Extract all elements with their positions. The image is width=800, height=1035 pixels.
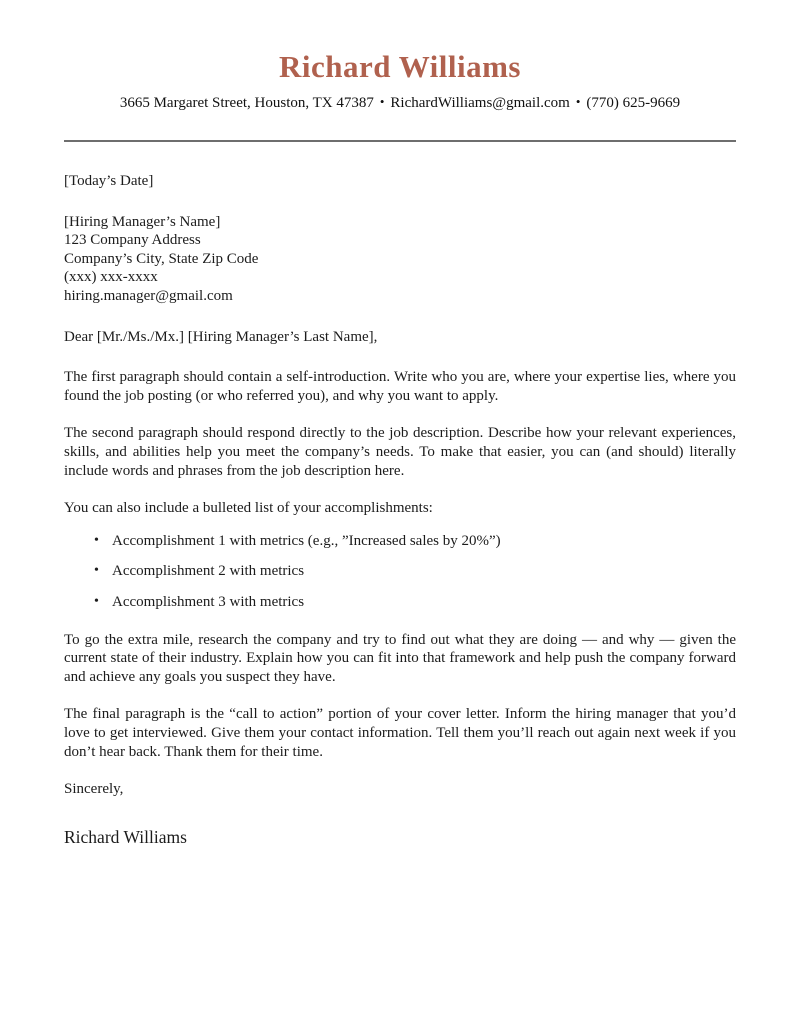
recipient-email: hiring.manager@gmail.com — [64, 288, 233, 305]
header-divider — [64, 140, 736, 142]
letter-header — [64, 50, 736, 142]
letter-body — [64, 172, 736, 846]
list-item — [64, 562, 736, 581]
recipient-block — [64, 213, 736, 306]
list-item — [64, 593, 736, 612]
accomplishment-2: Accomplishment 2 with metrics — [112, 563, 305, 580]
bullet-icon: • — [94, 532, 99, 548]
paragraph-research: To go the extra mile, research the company and try to find out what they are doing — and why — given the current state of their industry. Explain how you can fit into that framework and help push the company forward and achieve any goals you suspect they have. — [64, 631, 736, 685]
page-title: Richard Williams — [279, 49, 521, 84]
paragraph-intro: The first paragraph should contain a self-introduction. Write who you are, where your expertise lies, where you found the job posting (or who referred you), and why you want to apply. — [64, 369, 736, 404]
valediction: Sincerely, — [64, 781, 124, 798]
bullet-icon: • — [94, 563, 99, 579]
recipient-address: 123 Company Address — [64, 232, 201, 249]
bullet-separator-icon: • — [379, 94, 385, 110]
bullet-icon: • — [94, 594, 99, 609]
contact-line — [64, 94, 736, 112]
date-placeholder: [Today’s Date] — [64, 173, 154, 190]
paragraph-call-to-action: The final paragraph is the “call to action” portion of your cover letter. Inform the hiring manager that you’d love to get interviewed. Give them your contact information. Tell them you’ll reach out again next week if you don’t hear back. Thank them for their time. — [64, 706, 736, 760]
recipient-phone: (xxx) xxx-xxxx — [64, 269, 158, 286]
contact-email: RichardWilliams@gmail.com — [390, 95, 570, 112]
bullet-separator-icon: • — [575, 94, 581, 110]
recipient-city-state-zip: Company’s City, State Zip Code — [64, 250, 259, 267]
salutation: Dear [Mr./Ms./Mx.] [Hiring Manager’s Last Name], — [64, 328, 378, 345]
accomplishments-list — [64, 532, 736, 612]
accomplishments-intro: You can also include a bulleted list of your accomplishments: — [64, 500, 433, 517]
recipient-name: [Hiring Manager’s Name] — [64, 213, 221, 230]
accomplishment-1: Accomplishment 1 with metrics (e.g., ”Increased sales by 20%”) — [112, 532, 501, 549]
paragraph-job-description: The second paragraph should respond directly to the job description. Describe how your relevant experiences, skills, and abilities help you meet the company’s needs. To make that easier, you can (and should) literally include words and phrases from the job description here. — [64, 425, 736, 479]
contact-address: 3665 Margaret Street, Houston, TX 47387 — [119, 95, 374, 112]
list-item — [64, 532, 736, 551]
signature-name: Richard Williams — [64, 826, 187, 847]
contact-phone: (770) 625-9669 — [586, 95, 681, 112]
accomplishment-3: Accomplishment 3 with metrics — [112, 594, 305, 610]
